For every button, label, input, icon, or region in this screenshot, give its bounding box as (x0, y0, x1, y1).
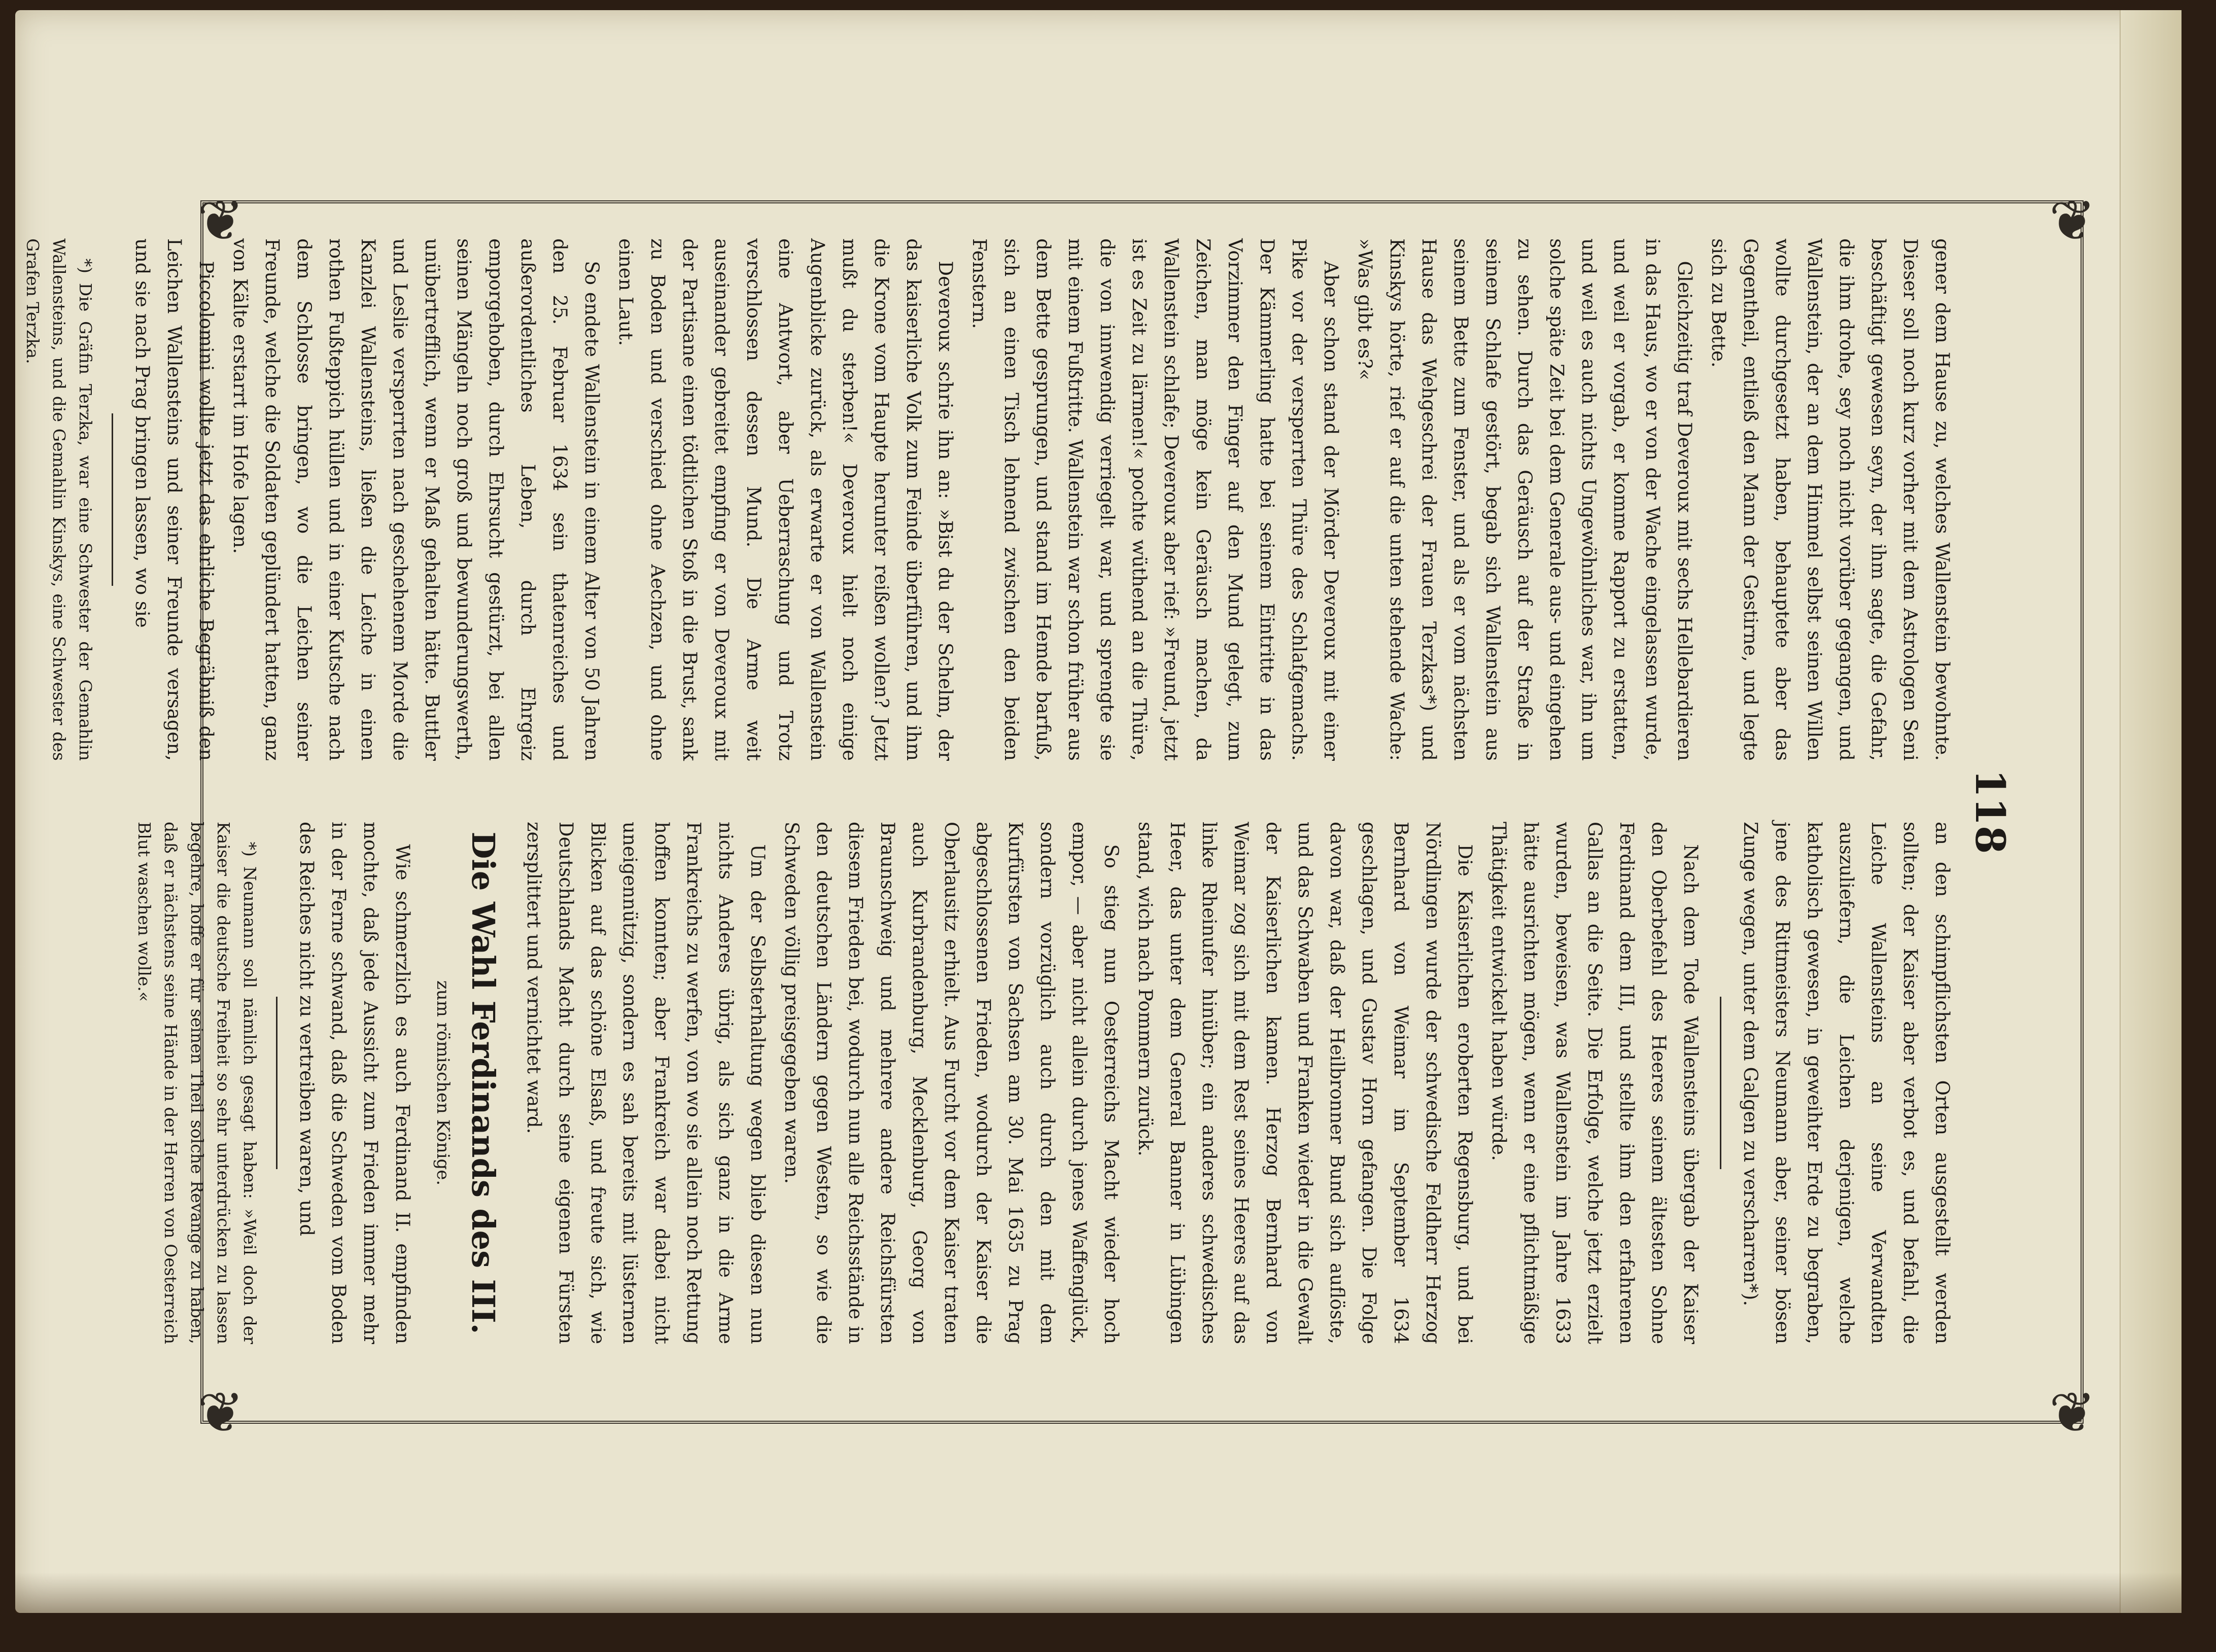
paragraph: Deveroux schrie ihn an: »Bist du der Schelm, der das kaiserliche Volk zum Feinde überführen, und ihm die Krone vom Haupte herunter reißen wollen? Jetzt mußt du sterben!« Deveroux hielt noch einige Augenblicke zurück, als erwarte er von Wallenstein eine Antwort, aber Ueberraschung und Trotz verschlossen dessen Mund. Die Arme weit auseinander gebreitet empfing er von Deveroux mit der Partisane einen tödtlichen Stoß in die Brust, sank zu Boden und verschied ohne Aechzen, und ohne einen Laut. (615, 238, 956, 761)
corner-ornament-icon: ❦ (197, 188, 245, 253)
footnote: *) Die Gräfin Terzka, war eine Schwester der Gemahlin Wallensteins, und die Gemahlin Kinskys, eine Schwester des Grafen Terzka. (23, 238, 95, 761)
right-column (129, 822, 1958, 1344)
corner-ornament-icon: ❦ (197, 1380, 245, 1445)
section-subheading: zum römischen Könige. (433, 980, 453, 1186)
footnote-rule (276, 997, 278, 1169)
paragraph: Um der Selbsterhaltung wegen blieb diesen nun nichts Anderes übrig, als sich ganz in die Arme Frankreichs zu werfen, von wo sie allein noch Rettung hoffen konnten; aber Frankreich war dabei nicht uneigennützig, sondern es sah bereits mit lüsternen Blicken auf das schöne Elsaß, und freute sich, wie Deutschlands Macht durch seine eigenen Fürsten zersplittert und vernichtet ward. (523, 822, 769, 1344)
rotated-text-block (23, 238, 2045, 1385)
paragraph: Die Kaiserlichen eroberten Regensburg, und bei Nördlingen wurde der schwedische Feldherr Herzog Bernhard von Weimar im September 1634 geschlagen, und Gustav Horn gefangen. Die Folge davon war, daß der Heilbronner Bund sich auflöste, und das Schwaben und Franken wieder in die Gewalt der Kaiserlichen kamen. Herzog Bernhard von Weimar zog sich mit dem Rest seines Heeres auf das linke Rheinufer hinüber; ein anderes schwedisches Heer, das unter dem General Banner in Lübingen stand, wich nach Pommern zurück. (1134, 822, 1476, 1344)
footnote-rule (112, 413, 113, 586)
corner-ornament-icon: ❦ (2049, 1380, 2096, 1445)
paragraph: Piccolomini wollte jetzt das ehrliche Begräbniß den Leichen Wallensteins und seiner Freunde versagen, und sie nach Prag bringen lassen, wo sie (131, 238, 217, 761)
footnote: *) Neumann soll nämlich gesagt haben: »Weil doch der Kaiser die deutsche Freiheit so sehr unterdrücken zu lassen begehre, hoffe er für seinen Theil solche Revange zu haben, daß er nächstens seine Hände in der Herren von Oesterreich Blut waschen wolle.« (134, 822, 260, 1344)
section-rule (1720, 997, 1721, 1169)
left-column (17, 238, 1958, 761)
page-edge (2120, 10, 2182, 1613)
paragraph: Gleichzeitig traf Deveroux mit sechs Hellebardieren in das Haus, wo er von der Wache eingelassen wurde, und weil er vorgab, er komme Rapport zu erstatten, und weil es auch nichts Ungewöhnliches war, ihn um solche späte Zeit bei dem Generale aus- und eingehen zu sehen. Durch das Geräusch auf der Straße in seinem Schlafe gestört, begab sich Wallenstein aus seinem Bette zum Fenster, und als er vom nächsten Hause das Wehgeschrei der Frauen Terzkas*) und Kinskys hörte, rief er auf die unten stehende Wache: »Was gibt es?« (1354, 238, 1695, 761)
section-heading: Die Wahl Ferdinands des III. (465, 831, 502, 1334)
spine-shadow (15, 1572, 2182, 1613)
paragraph: Nach dem Tode Wallensteins übergab der Kaiser den Oberbefehl des Heeres seinem ältesten Sohne Ferdinand dem III, und stellte ihm den erfahrenen Gallas an die Seite. Die Erfolge, welche jetzt erzielt wurden, beweisen, was Wallenstein im Jahre 1633 hätte ausrichten mögen, wenn er eine pflichtmäßige Thätigkeit entwickelt haben würde. (1488, 822, 1702, 1344)
paragraph: Aber schon stand der Mörder Deveroux mit einer Pike vor der versperrten Thüre des Schlafgemachs. Der Kämmerling hatte bei seinem Eintritte in das Vorzimmer den Finger auf den Mund gelegt, zum Zeichen, man möge kein Geräusch machen, da Wallenstein schlafe; Deveroux aber rief: »Freund, jetzt ist es Zeit zu lärmen!« pochte wüthend an die Thüre, die von innwendig verriegelt war, und sprengte sie mit einem Fußtritte. Wallenstein war schon früher aus dem Bette gesprungen, und stand im Hemde barfuß, sich an einen Tisch lehnend zwischen den beiden Fenstern. (968, 238, 1342, 761)
paragraph: So endete Wallenstein in einem Alter von 50 Jahren den 25. Februar 1634 sein thatenreiches und außerordentliches Leben, durch Ehrgeiz emporgehoben, durch Ehrsucht gestürzt, bei allen seinen Mängeln noch groß und bewunderungswerth, unübertrefflich, wenn er Maß gehalten hätte. Buttler und Leslie versperrten nach geschehenem Morde die Kanzlei Wallensteins, ließen die Leiche in einen rothen Fußteppich hüllen und in einer Kutsche nach dem Schlosse bringen, wo die Leichen seiner Freunde, welche die Soldaten geplündert hatten, ganz von Kälte erstarrt im Hofe lagen. (229, 238, 603, 761)
paragraph: an den schimpflichsten Orten ausgestellt werden sollten; der Kaiser aber verbot es, und befahl, die Leiche Wallensteins an seine Verwandten auszuliefern, die Leichen derjenigen, welche katholisch gewesen, in geweihter Erde zu begraben, jene des Rittmeisters Neumann aber, seiner bösen Zunge wegen, unter dem Galgen zu verscharren*). (1740, 822, 1953, 1344)
paragraph: So stieg nun Oesterreichs Macht wieder hoch empor, — aber nicht allein durch jenes Waffenglück, sondern vorzüglich auch durch den mit dem Kurfürsten von Sachsen am 30. Mai 1635 zu Prag abgeschlossenen Frieden, wodurch der Kaiser die Oberlausitz erhielt. Aus Furcht vor dem Kaiser traten auch Kurbrandenburg, Mecklenburg, Georg von Braunschweig und mehrere andere Reichsfürsten diesem Frieden bei, wodurch nun alle Reichsstände in den deutschen Ländern gegen Westen, so wie die Schweden völlig preisgegeben waren. (781, 822, 1122, 1344)
page-number: 118 (1966, 769, 2014, 854)
paragraph: gener dem Hause zu, welches Wallenstein bewohnte. Dieser soll noch kurz vorher mit dem Astrologen Seni beschäftigt gewesen seyn, der ihm sagte, die Gefahr, die ihm drohe, sey noch nicht vorüber gegangen, und Wallenstein, der an dem Himmel selbst seinen Willen wollte durchgesetzt haben, behauptete aber das Gegentheil, entließ den Mann der Gestirne, und legte sich zu Bette. (1708, 238, 1953, 761)
corner-ornament-icon: ❦ (2049, 188, 2096, 253)
paragraph: Wie schmerzlich es auch Ferdinand II. empfinden mochte, daß jede Aussicht zum Frieden immer mehr in der Ferne schwand, daß die Schweden vom Boden des Reiches nicht zu vertreiben waren, und (296, 822, 413, 1344)
